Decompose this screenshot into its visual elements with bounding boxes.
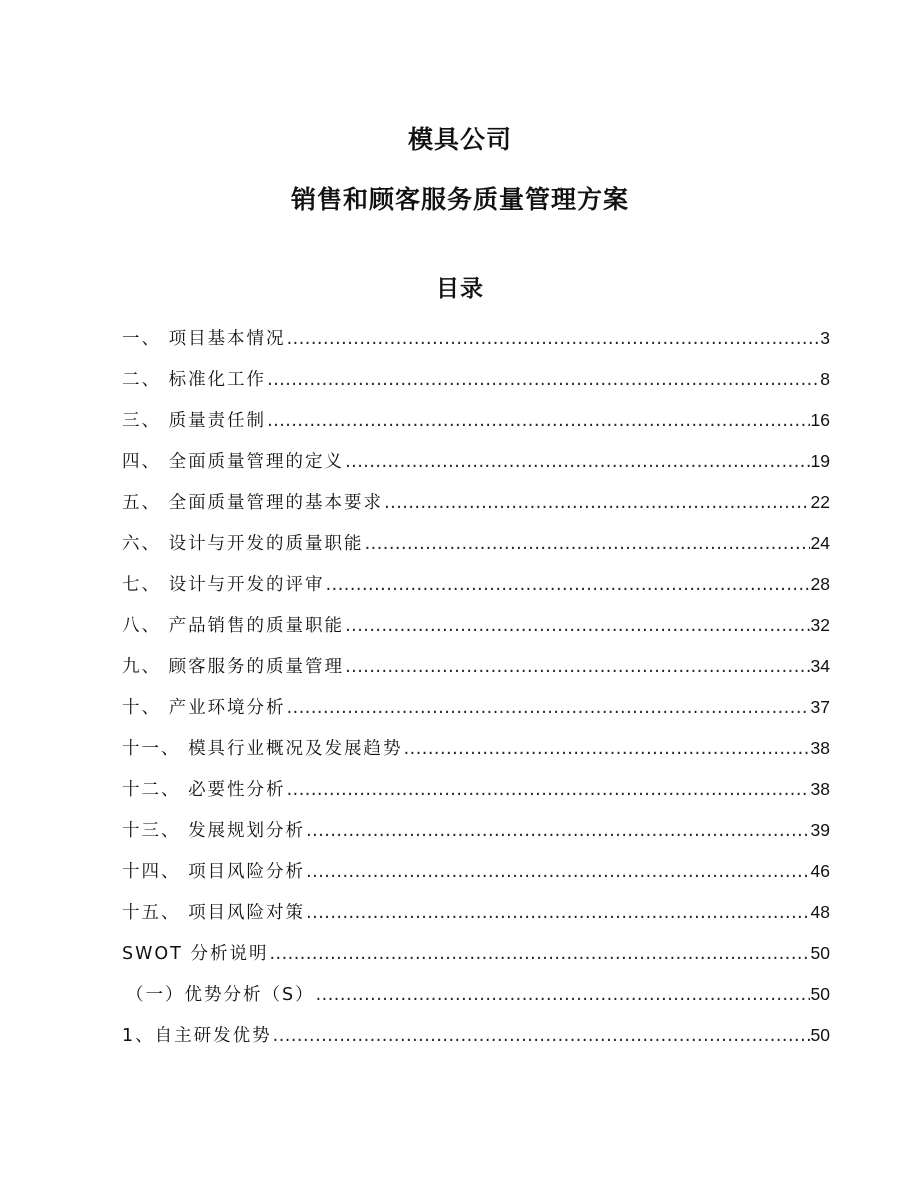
toc-entry-label: SWOT 分析说明	[122, 944, 269, 964]
toc-entry-label: 四、 全面质量管理的定义	[122, 452, 345, 472]
toc-entry-label: 十四、 项目风险分析	[122, 862, 306, 882]
toc-entry-label: （一）优势分析（S）	[126, 985, 315, 1005]
toc-entry-label: 八、 产品销售的质量职能	[122, 616, 345, 636]
toc-entry[interactable]	[122, 400, 830, 441]
toc-entry[interactable]	[122, 1015, 830, 1056]
toc-entry[interactable]	[122, 851, 830, 892]
toc-page-number: 3	[820, 328, 830, 348]
toc-heading: 目录	[436, 276, 484, 302]
toc-page-number: 24	[810, 533, 830, 553]
toc-dot-leader	[306, 852, 809, 893]
toc-page-number: 22	[810, 492, 830, 512]
toc-dot-leader	[384, 483, 809, 524]
toc-entry-label: 十二、 必要性分析	[122, 780, 286, 800]
toc-entry[interactable]	[122, 769, 830, 810]
toc-dot-leader	[273, 1016, 810, 1057]
toc-entry-label: 一、 项目基本情况	[122, 329, 286, 349]
toc-page-number: 37	[810, 697, 830, 717]
toc-page-number: 8	[820, 369, 830, 389]
toc-page-number: 46	[810, 861, 830, 881]
toc-dot-leader	[287, 770, 810, 811]
toc-dot-leader	[404, 729, 810, 770]
toc-dot-leader	[267, 360, 819, 401]
toc-page-number: 19	[810, 451, 830, 471]
toc-dot-leader	[306, 893, 809, 934]
toc-page-number: 38	[810, 738, 830, 758]
toc-page-number: 50	[810, 1025, 830, 1045]
toc-dot-leader	[287, 688, 810, 729]
toc-page-number: 32	[810, 615, 830, 635]
toc-entry-label: 五、 全面质量管理的基本要求	[122, 493, 384, 513]
toc-entry[interactable]	[122, 974, 830, 1015]
toc-dot-leader	[345, 647, 809, 688]
toc-entry-label: 七、 设计与开发的评审	[122, 575, 325, 595]
toc-dot-leader	[345, 606, 809, 647]
toc-entry[interactable]	[122, 687, 830, 728]
toc-entry-label: 十、 产业环境分析	[122, 698, 286, 718]
toc-page-number: 39	[810, 820, 830, 840]
toc-dot-leader	[269, 934, 809, 975]
toc-entry[interactable]	[122, 482, 830, 523]
toc-entry-label: 三、 质量责任制	[122, 411, 267, 431]
company-title: 模具公司	[407, 125, 512, 154]
toc-entry[interactable]	[122, 892, 830, 933]
toc-dot-leader	[267, 401, 809, 442]
toc-dot-leader	[345, 442, 809, 483]
toc-dot-leader	[306, 811, 809, 852]
toc-page-number: 28	[810, 574, 830, 594]
toc-dot-leader	[326, 565, 810, 606]
toc-entry-label: 十一、 模具行业概况及发展趋势	[122, 739, 403, 759]
toc-entry-label: 十五、 项目风险对策	[122, 903, 306, 923]
toc-entry[interactable]	[122, 646, 830, 687]
toc-entry-label: 十三、 发展规划分析	[122, 821, 306, 841]
toc-entry-label: 1、自主研发优势	[122, 1026, 272, 1046]
toc-entry[interactable]	[122, 728, 830, 769]
toc-page-number: 50	[810, 984, 830, 1004]
toc-entry[interactable]	[122, 605, 830, 646]
toc-dot-leader	[365, 524, 810, 565]
toc-entry-label: 六、 设计与开发的质量职能	[122, 534, 364, 554]
toc-entry-label: 二、 标准化工作	[122, 370, 267, 390]
toc-entry[interactable]	[122, 810, 830, 851]
toc-dot-leader	[316, 975, 810, 1016]
toc-entry[interactable]	[122, 318, 830, 359]
toc-page-number: 16	[810, 410, 830, 430]
toc-page-number: 50	[810, 943, 830, 963]
toc-page-number: 34	[810, 656, 830, 676]
toc-entry-label: 九、 顾客服务的质量管理	[122, 657, 345, 677]
toc-dot-leader	[287, 319, 820, 360]
toc-entry[interactable]	[122, 523, 830, 564]
toc-page-number: 38	[810, 779, 830, 799]
toc-entry[interactable]	[122, 441, 830, 482]
toc-page-number: 48	[810, 902, 830, 922]
toc-entry[interactable]	[122, 564, 830, 605]
plan-title: 销售和顾客服务质量管理方案	[290, 185, 629, 214]
table-of-contents	[122, 318, 830, 1056]
toc-entry[interactable]	[122, 359, 830, 400]
toc-entry[interactable]	[122, 933, 830, 974]
